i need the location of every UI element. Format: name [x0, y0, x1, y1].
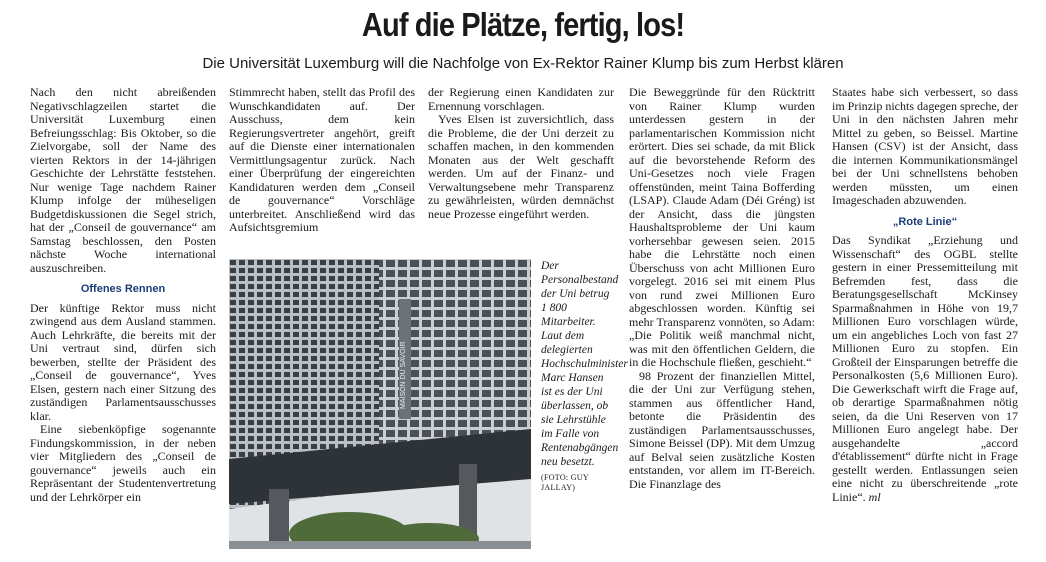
paragraph-text: Das Syndikat „Erziehung und Wissenschaft“ des OGBL stellte gestern in einer Pressemitteilung mit Befremden fest, dass die Beratungsgesellschaft McKinsey Sparmaßnahmen in Höhe von 19,7 Millionen Euro vorschlagen würde, um ein angebliches Loch von fast 27 Millionen Euro zu stopfen. Ein Großteil der Einsparungen betreffe die Personalkosten (5,6 Millionen Euro). Die Gewerkschaft wirft die Frage auf, ob derartige Sparmaßnahmen nötig seien, da die Uni Reserven von 17 Millionen Euro angelegt habe. Der ausgehandelte „accord d'établissement“ dürfte nicht in Frage gestellt werden. Entlassungen seien eine nicht zu überschreitende „rote Linie“.: [832, 233, 1018, 504]
article-column-2: [229, 86, 415, 256]
paragraph: Staates habe sich verbessert, so dass im Prinzip nichts dagegen spreche, der Uni in den nächsten Jahren mehr Mittel zu geben, so Beissel. Martine Hansen (CSV) ist der Ansicht, dass die internen Kommunikationsmängel bei der Uni schnellstens behoben werden müssten, um einen Imageschaden abzuwenden.: [832, 85, 1018, 207]
paragraph: Die Beweggründe für den Rücktritt von Rainer Klump wurden unterdessen gestern in der parlamentarischen Kommission nicht erörtert. Dies sei schade, da mit Blick auf die bevorstehende Reform des Uni-Gesetzes noch viele Fragen offenstünden, meint Taina Bofferding (LSAP). Claude Adam (Déi Gréng) ist der Ansicht, dass die jüngsten Haushaltsprobleme der Uni kaum vorhersehbar gewesen seien. 2015 habe die Lehrstätte noch einen Überschuss von acht Millionen Euro vorgelegt. 2016 sei mit einem Plus von rund zwei Millionen Euro abgeschlossen worden. Künftig sei mehr Transparenz vonnöten, so Adam: „Die Politik weiß manchmal nicht, was mit den öffentlichen Geldern, die in die Hochschule fließen, geschieht.“: [629, 85, 815, 369]
paragraph: Yves Elsen ist zuversichtlich, dass die Probleme, die der Uni derzeit zu schaffen machen, in den kommenden Monaten aus der Welt geschafft werden. Um auf der Finanz- und Verwaltungsebene mehr Transparenz zu gewährleisten, würden demnächst neue Prozesse eingeführt werden.: [428, 112, 614, 221]
building-photo-illustration: [229, 259, 531, 549]
paragraph: Nach den nicht abreißenden Negativschlagzeilen startet die Universität Luxemburg einen Befreiungsschlag: Bis Oktober, so die Zielvorgabe, soll der Name des vierten Rektors in der 14-jährigen Geschichte der Lehrstätte feststehen. Nur wenige Tage nachdem Rainer Klump infolge der müheseligen Budgetdiskussionen die Segel strich, hat der „Conseil de gouvernance“ am Samstag beschlossen, den Posten nächste Woche international auszuschreiben.: [30, 85, 216, 275]
paragraph: Der künftige Rektor muss nicht zwingend aus dem Ausland stammen. Auch Lehrkräfte, die bereits mit der Uni vertraut sind, dürfen sich bewerben, stellte der Präsident des „Conseil de gouvernance“, Yves Elsen, gestern nach einer Sitzung des zuständigen Parlamentsausschusses klar.: [30, 300, 216, 423]
article-column-5: [832, 86, 1018, 504]
ground: [229, 541, 531, 549]
article-photo: [229, 259, 531, 549]
photo-caption-text: Der Personalbestand der Uni betrug 1 800 Mitarbeiter. Laut dem delegierten Hochschulminister Marc Hansen ist es der Uni überlassen, ob sie Lehrstühle im Falle von Rentenabgängen neu besetzt.: [541, 260, 628, 468]
article-headline: Auf die Plätze, fertig, los!: [361, 6, 685, 43]
article-column-4: [629, 86, 815, 491]
crosshead-rote-linie: „Rote Linie“: [892, 215, 958, 228]
photo-credit: (FOTO: GUY JALLAY): [541, 473, 589, 492]
article-column-1: [30, 86, 216, 504]
paragraph: Stimmrecht haben, stellt das Profil des Wunschkandidaten auf. Der Ausschuss, dem kein Regierungsvertreter angehört, greift auf die Dienste einer internationalen Vermittlungsagentur zurück. Nach einer Überprüfung der eingereichten Kandidaturen werden dem „Conseil de gouvernance“ Vorschläge unterbreitet. Anschließend wird das Aufsichtsgremium: [229, 86, 415, 234]
paragraph: Eine siebenköpfige sogenannte Findungskommission, in der neben vier Mitgliedern des „Conseil de gouvernance“ jeweils auch ein Repräsentant der Studentenvertretung und der Lehrkörper ein: [30, 422, 216, 504]
column: [269, 489, 289, 549]
building-sign-text: MAISON DU SAVOIR: [400, 341, 407, 409]
article-column-3: [428, 86, 614, 256]
author-signature: ml: [868, 489, 881, 504]
article-subheadline: Die Universität Luxemburg will die Nachfolge von Ex-Rektor Rainer Klump bis zum Herbst klären: [202, 55, 844, 72]
crosshead-offenes-rennen: Offenes Rennen: [80, 283, 166, 295]
photo-caption: [541, 259, 628, 493]
paragraph: 98 Prozent der finanziellen Mittel, die der Uni zur Verfügung stehen, stammen aus öffentlicher Hand, betonte die Präsidentin des zuständigen Parlamentsausschusses, Simone Beissel (DP). Mit dem Umzug auf Belval seien zusätzliche Kosten entstanden, vor allem im IT-Bereich. Die Finanzlage des: [629, 368, 815, 491]
paragraph: [832, 234, 1018, 504]
paragraph: der Regierung einen Kandidaten zur Ernennung vorschlagen.: [428, 86, 614, 113]
